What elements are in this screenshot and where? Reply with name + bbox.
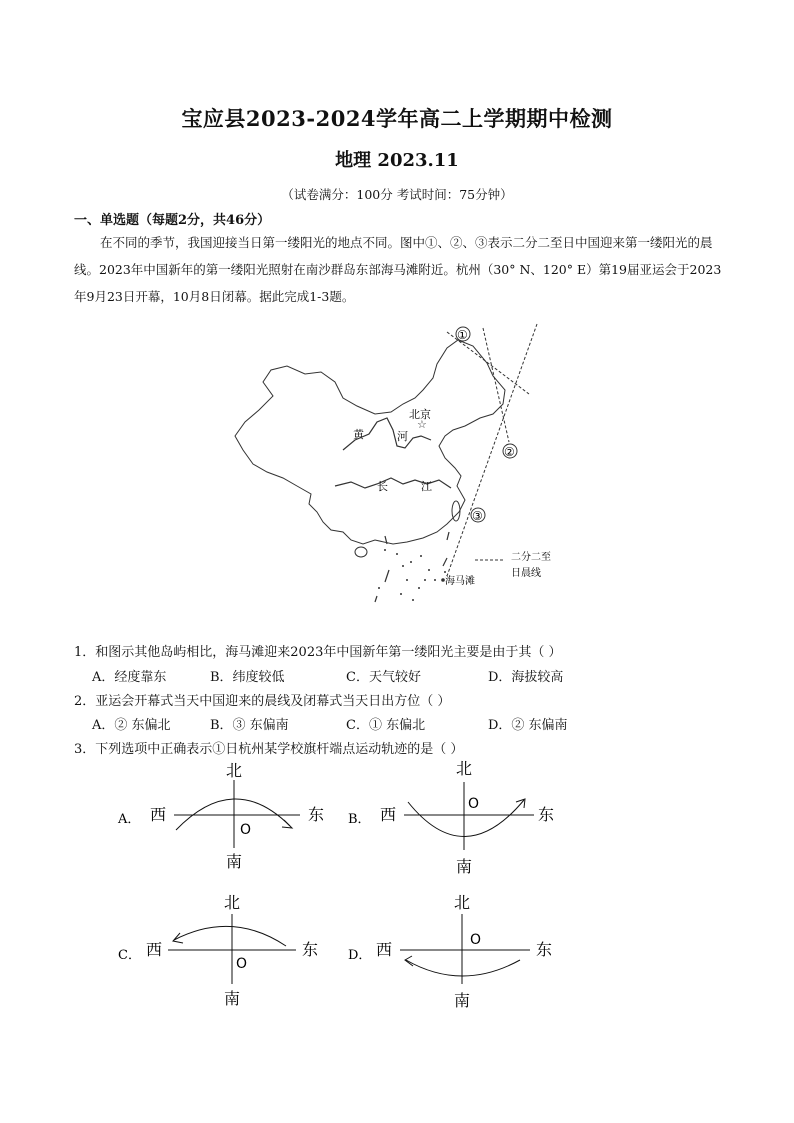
q1-option-b[interactable]: B．纬度较低 [210, 670, 285, 685]
q1-option-a[interactable]: A．经度靠东 [92, 670, 167, 685]
question-1-stem: 1．和图示其他岛屿相比，海马滩迎来2023年中国新年第一缕阳光主要是由于其（ ） [74, 645, 562, 660]
diagram-d-south: 南 [454, 991, 471, 1010]
diagram-b-west: 西 [380, 805, 397, 824]
diagram-a-south: 南 [226, 852, 243, 871]
q2-option-c[interactable]: C．① 东偏北 [346, 718, 426, 733]
diagram-c-north: 北 [224, 893, 241, 912]
yangtze-river [335, 478, 451, 488]
diagram-c-origin: O [236, 956, 248, 972]
diagram-b-letter: B． [348, 812, 371, 827]
huanghe-label-1: 黄 [353, 428, 364, 441]
q1-option-c[interactable]: C．天气较好 [346, 670, 421, 685]
diagram-d-letter: D． [348, 948, 372, 963]
exam-info: （试卷满分：100分 考试时间：75分钟） [281, 187, 513, 202]
legend-label-1: 二分二至 [511, 552, 551, 563]
diagram-option-b[interactable] [344, 760, 574, 875]
haimatan-label: 海马滩 [445, 576, 475, 587]
diagram-d-arrowhead-icon [405, 956, 413, 966]
question-2-stem: 2．亚运会开幕式当天中国迎来的晨线及闭幕式当天日出方位（ ） [74, 694, 451, 709]
terminator-line-3 [447, 324, 537, 576]
diagram-option-d[interactable] [344, 888, 574, 1013]
diagram-c-east: 东 [302, 940, 319, 959]
diagram-b-origin: O [468, 796, 480, 812]
diagram-c-west: 西 [146, 940, 163, 959]
diagram-d-east: 东 [536, 940, 553, 959]
diagram-a-north: 北 [226, 761, 243, 780]
diagram-option-c[interactable] [114, 888, 344, 1013]
diagram-b-north: 北 [456, 760, 473, 778]
line2-label: ② [504, 445, 515, 459]
huanghe-label-2: 河 [397, 430, 408, 443]
diagram-c-letter: C． [118, 948, 141, 963]
hainan-island [355, 547, 367, 557]
beijing-label: 北京 [409, 408, 431, 421]
diagram-d-west: 西 [376, 940, 393, 959]
diagram-c-trajectory [174, 926, 286, 946]
intro-paragraph: 在不同的季节，我国迎接当日第一缕阳光的地点不同。图中①、②、③表示二分二至日中国迎来第一缕阳光的晨线。2023年中国新年的第一缕阳光照射在南沙群岛东部海马滩附近。杭州（30° N、120° E）第19届亚运会于2023年9月23日开幕，10月8日闭幕。据此完成1-3题。 [74, 235, 722, 304]
changjiang-label-1: 长 [377, 480, 388, 493]
diagram-b-east: 东 [538, 805, 555, 824]
beijing-star-icon: ☆ [417, 418, 427, 431]
q2-option-d[interactable]: D．② 东偏南 [488, 718, 568, 733]
diagram-b-south: 南 [456, 857, 473, 875]
diagram-d-origin: O [470, 932, 482, 948]
diagram-a-east: 东 [308, 805, 325, 824]
changjiang-label-2: 江 [421, 480, 432, 493]
diagram-a-trajectory [176, 799, 290, 830]
diagram-d-trajectory [406, 960, 520, 976]
diagram-a-origin: O [240, 822, 252, 838]
china-map-figure [225, 318, 585, 608]
line1-label: ① [457, 328, 468, 342]
diagram-c-south: 南 [224, 989, 241, 1008]
nine-dash-line [375, 532, 449, 602]
q2-option-b[interactable]: B．③ 东偏南 [210, 718, 289, 733]
china-outline [235, 340, 505, 544]
q1-option-d[interactable]: D．海拔较高 [488, 670, 564, 685]
q2-option-a[interactable]: A．② 东偏北 [92, 718, 171, 733]
diagram-a-arrowhead-icon [282, 820, 292, 828]
diagram-d-north: 北 [454, 893, 471, 912]
line3-label: ③ [472, 509, 483, 523]
south-sea-islands [378, 549, 446, 601]
page-title: 宝应县2023-2024学年高二上学期期中检测 [181, 106, 613, 131]
page-subtitle: 地理 2023.11 [335, 150, 459, 171]
terminator-line-2 [483, 328, 509, 442]
legend-label-2: 日晨线 [511, 568, 541, 579]
taiwan-island [452, 501, 460, 521]
diagram-option-a[interactable] [114, 760, 344, 875]
diagram-a-west: 西 [150, 805, 167, 824]
section-heading: 一、单选题（每题2分，共46分） [74, 213, 271, 228]
diagram-a-letter: A． [118, 812, 141, 827]
diagram-b-trajectory [408, 800, 524, 837]
question-3-stem: 3．下列选项中正确表示①日杭州某学校旗杆端点运动轨迹的是（ ） [74, 742, 464, 757]
